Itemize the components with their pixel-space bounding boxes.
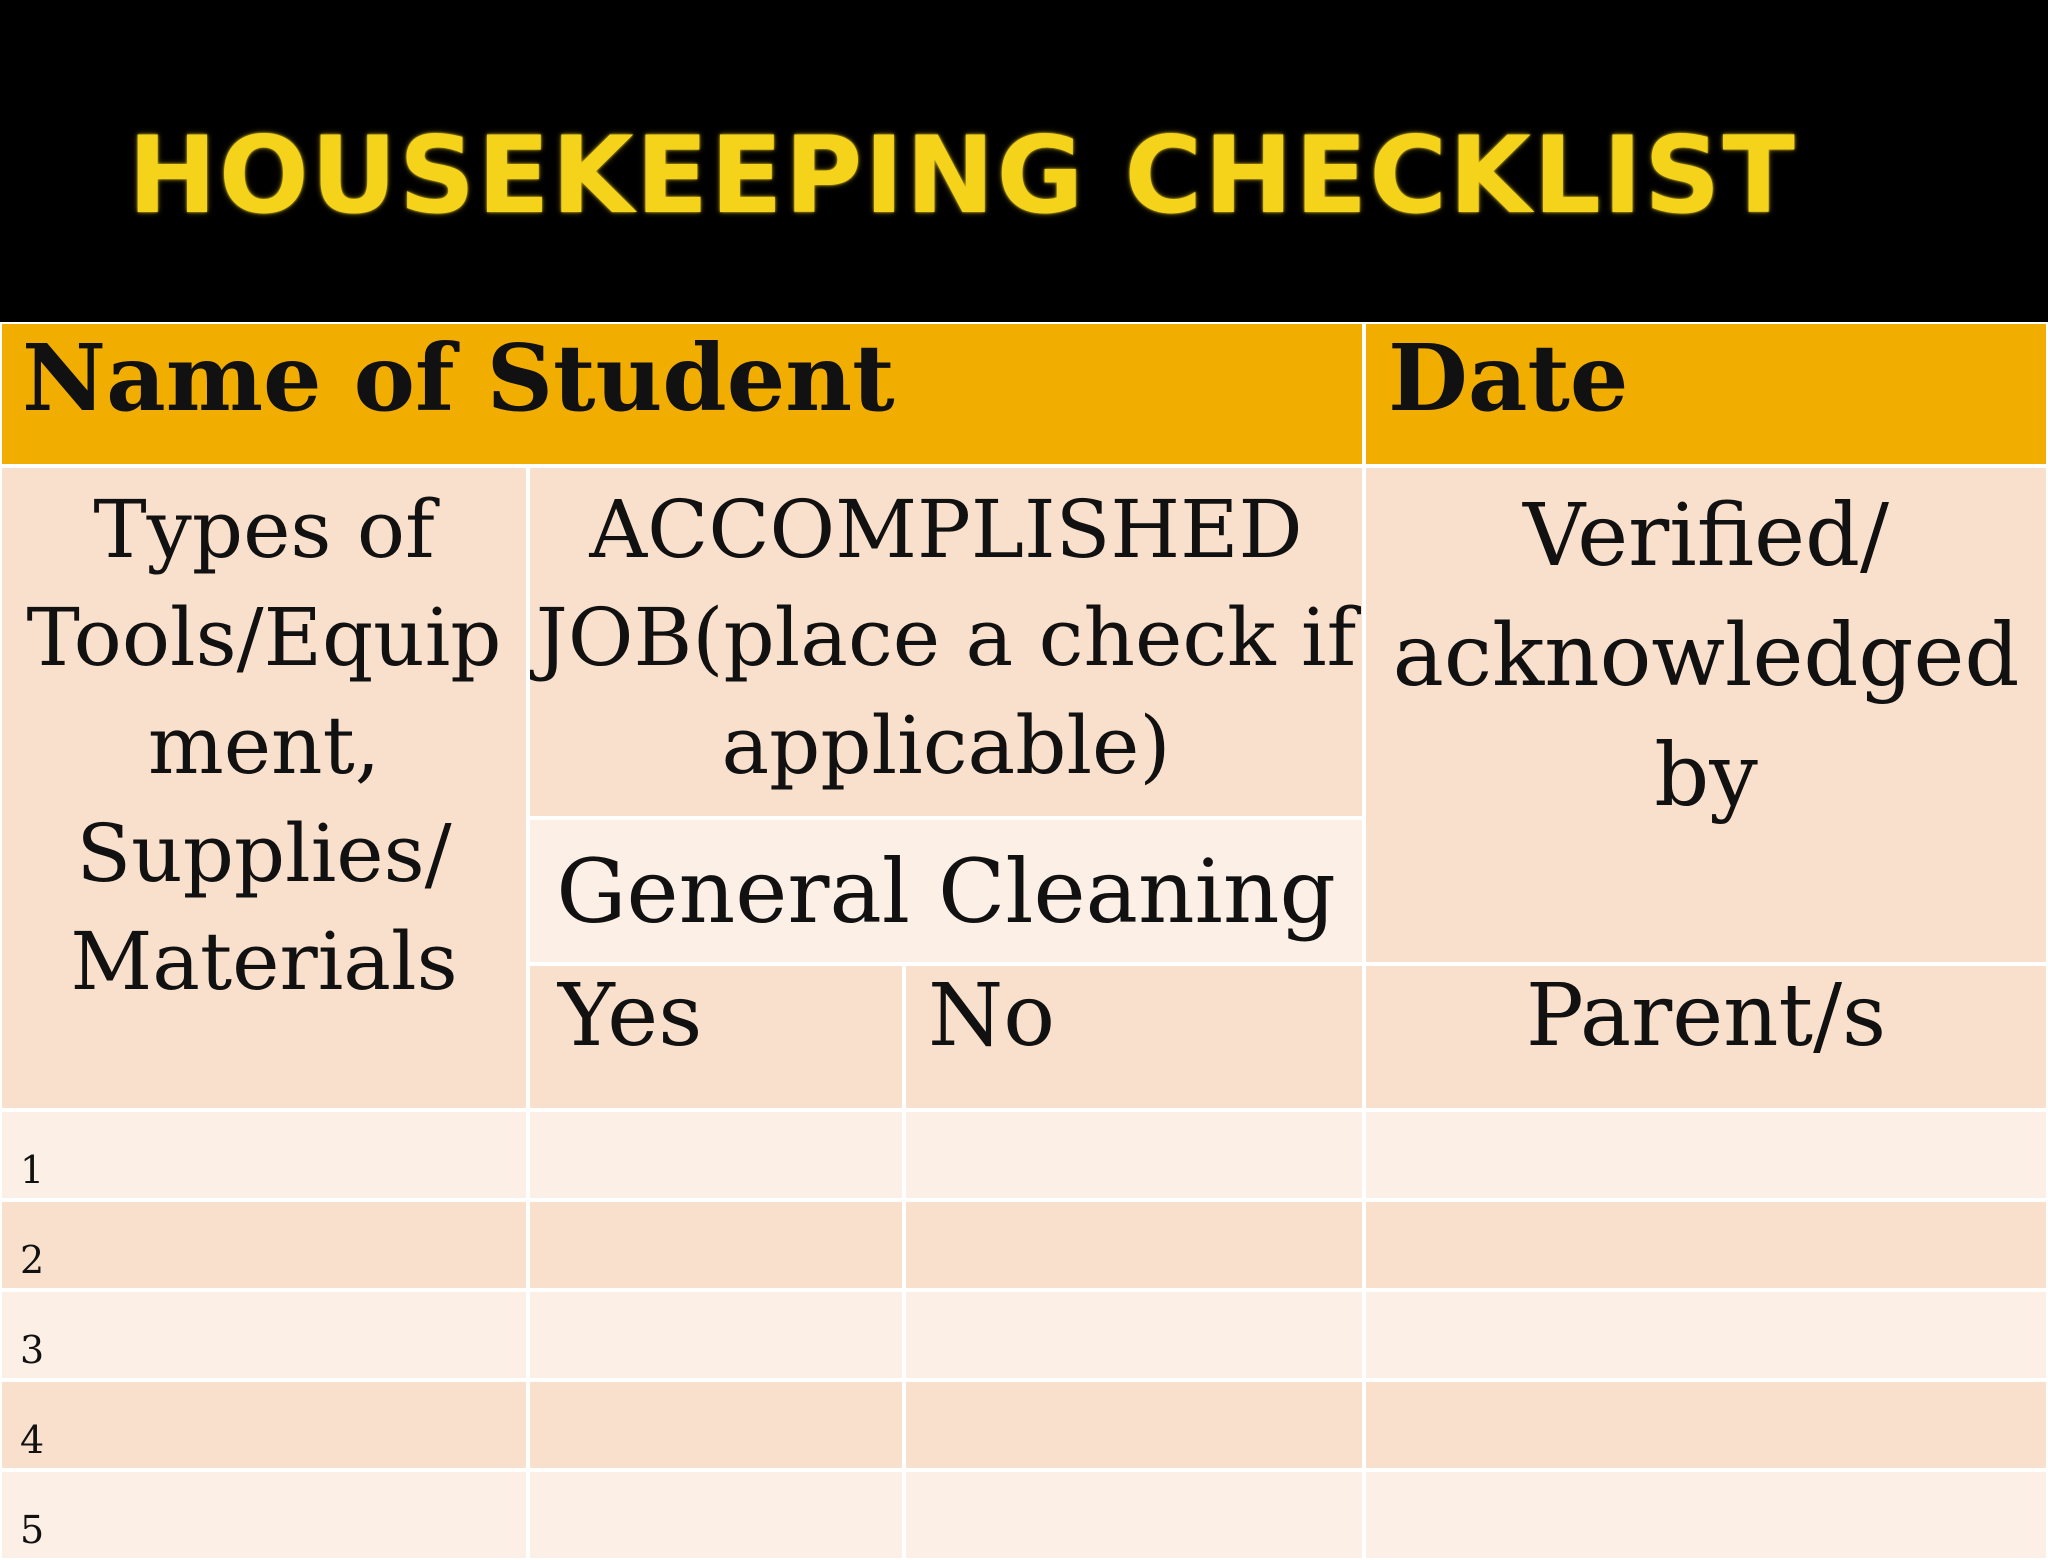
verified-line-1: Verified/ — [1523, 486, 1890, 586]
yes-cell[interactable] — [528, 1470, 904, 1560]
verified-header-cell — [1364, 466, 2048, 964]
parents-cell[interactable] — [1364, 1380, 2048, 1470]
types-label — [2, 476, 526, 1016]
row-number: 5 — [0, 1470, 528, 1560]
date-label: Date — [1388, 324, 1629, 432]
verified-line-2: acknowledged — [1392, 606, 2020, 706]
row-number: 4 — [0, 1380, 528, 1470]
no-cell[interactable] — [904, 1290, 1364, 1380]
types-line-4: Supplies/ — [76, 807, 452, 900]
name-of-student-label: Name of Student — [22, 324, 895, 432]
no-cell[interactable] — [904, 1200, 1364, 1290]
date-cell — [1364, 322, 2048, 466]
title-bar — [0, 0, 2048, 318]
table-row — [0, 1290, 2048, 1380]
no-cell[interactable] — [904, 1110, 1364, 1200]
general-cleaning-cell — [528, 818, 1364, 964]
parents-cell[interactable] — [1364, 1470, 2048, 1560]
parents-label: Parent/s — [1525, 966, 1887, 1066]
types-header-cell — [0, 466, 528, 1110]
parents-cell[interactable] — [1364, 1290, 2048, 1380]
table-row — [0, 1380, 2048, 1470]
yes-cell[interactable] — [528, 1290, 904, 1380]
name-of-student-cell — [0, 322, 1364, 466]
parents-cell[interactable] — [1364, 1110, 2048, 1200]
no-header-cell — [904, 964, 1364, 1110]
yes-cell[interactable] — [528, 1110, 904, 1200]
accomplished-header-cell — [528, 466, 1364, 818]
row-number: 2 — [0, 1200, 528, 1290]
table-row — [0, 1470, 2048, 1560]
verified-label — [1366, 476, 2046, 836]
yes-cell[interactable] — [528, 1200, 904, 1290]
header-row — [0, 322, 2048, 466]
no-cell[interactable] — [904, 1380, 1364, 1470]
yes-cell[interactable] — [528, 1380, 904, 1470]
accomplished-label — [530, 476, 1362, 800]
checklist-table — [0, 322, 2048, 1560]
yes-header-cell — [528, 964, 904, 1110]
column-header-row — [0, 466, 2048, 818]
general-cleaning-label: General Cleaning — [556, 839, 1336, 943]
table-row — [0, 1200, 2048, 1290]
row-number: 3 — [0, 1290, 528, 1380]
types-line-3: ment, — [147, 699, 381, 792]
no-cell[interactable] — [904, 1470, 1364, 1560]
parents-cell[interactable] — [1364, 1200, 2048, 1290]
row-number: 1 — [0, 1110, 528, 1200]
slide-title: HOUSEKEEPING CHECKLIST — [128, 114, 1797, 237]
accomplished-line-2: JOB(place a check if — [535, 591, 1357, 684]
accomplished-line-3: applicable) — [721, 699, 1171, 792]
table-row — [0, 1110, 2048, 1200]
verified-line-3: by — [1654, 726, 1758, 826]
accomplished-line-1: ACCOMPLISHED — [589, 483, 1303, 576]
no-label: No — [928, 966, 1056, 1066]
types-line-5: Materials — [70, 915, 458, 1008]
parents-header-cell — [1364, 964, 2048, 1110]
types-line-1: Types of — [93, 483, 435, 576]
types-line-2: Tools/Equip — [26, 591, 502, 684]
yes-label: Yes — [558, 966, 703, 1066]
